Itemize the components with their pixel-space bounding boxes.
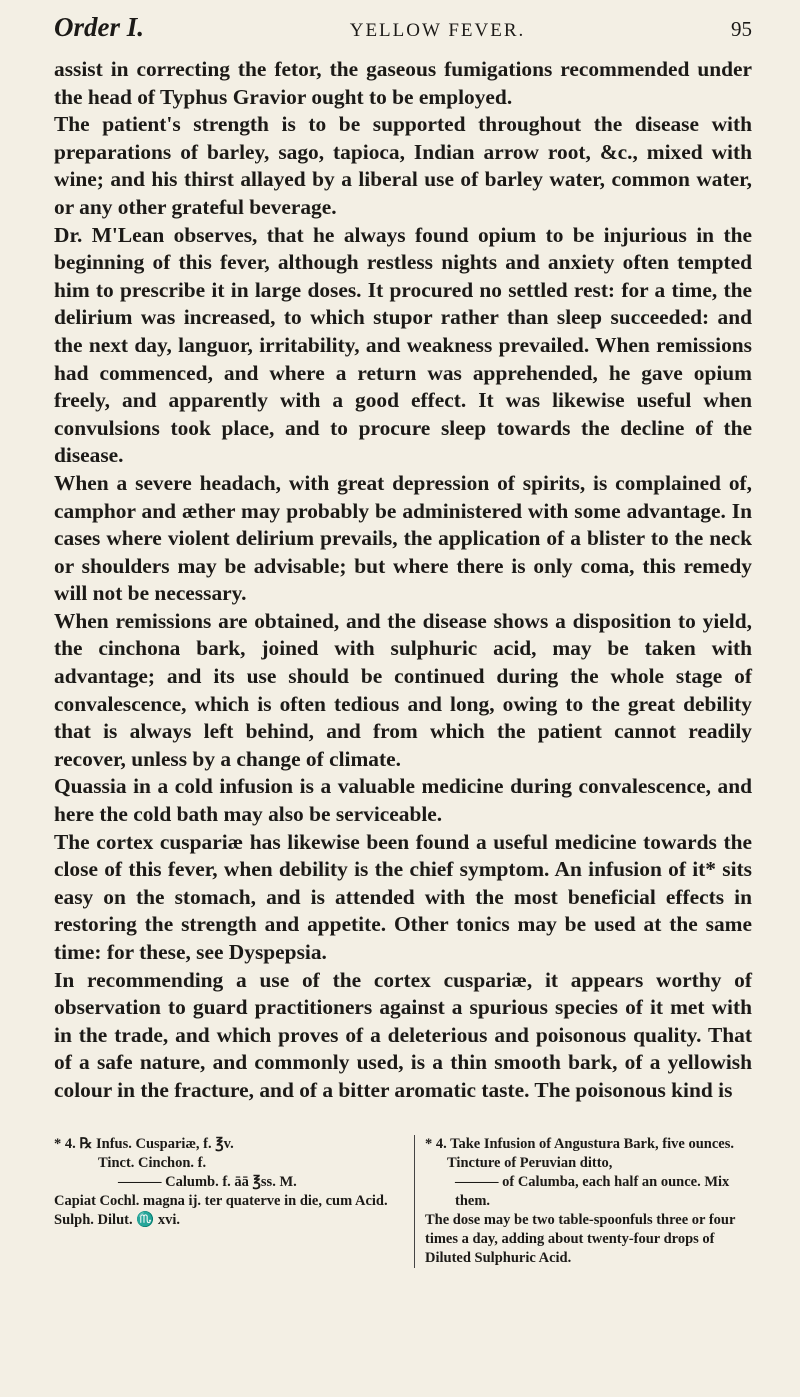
footnote-latin (54, 1135, 415, 1268)
paragraph: assist in correcting the fetor, the gaseous fumigations recommended under the head of Typhus Gravior ought to be employed. (54, 57, 752, 109)
paragraph: The cortex cuspariæ has likewise been found a useful medicine towards the close of this fever, when debility is the chief symptom. An infusion of it* sits easy on the stomach, and is attended with the most beneficial effects in restoring the strength and appetite. Other tonics may be used at the same time: for these, see Dyspepsia. (54, 829, 752, 964)
footnote-line: * 4. ℞ Infus. Cuspariæ, f. ℥v. (54, 1135, 234, 1152)
footnote-line: ——— of Calumba, each half an ounce. Mix them. (455, 1173, 730, 1209)
paragraph: The patient's strength is to be supported throughout the disease with preparations of barley, sago, tapioca, Indian arrow root, &c., mixed with wine; and his thirst allayed by a liberal use of barley water, common water, or any other grateful beverage. (54, 112, 752, 219)
paragraph: Quassia in a cold infusion is a valuable medicine during convalescence, and here the cold bath may also be serviceable. (54, 774, 752, 827)
running-header (54, 12, 752, 56)
footnote-line: Capiat Cochl. magna ij. ter quaterve in die, cum Acid. Sulph. Dilut. ♏ xvi. (54, 1192, 388, 1228)
paragraph: In recommending a use of the cortex cuspariæ, it appears worthy of observation to guard practitioners against a spurious species of it met with in the trade, and which proves of a deleterious and poisonous quality. That of a safe nature, and commonly used, is a thin smooth bark, of a yellowish colour in the fracture, and of a bitter aromatic taste. The poisonous kind is (54, 967, 752, 1102)
footnotes (54, 1135, 752, 1268)
footnote-english (415, 1135, 752, 1268)
paragraph: When remissions are obtained, and the disease shows a disposition to yield, the cinchona bark, joined with sulphuric acid, may be taken with advantage; and its use should be continued during the whole stage of convalescence, which is often tedious and long, owing to the great debility that is always left behind, and from which the patient cannot readily recover, unless by a change of climate. (54, 608, 752, 771)
footnote-line: ——— Calumb. f. āā ℥ss. M. (118, 1173, 297, 1190)
footnote-line: * 4. Take Infusion of Angustura Bark, five ounces. (425, 1135, 734, 1152)
paragraph: When a severe headach, with great depression of spirits, is complained of, camphor and æther may probably be administered with some advantage. In cases where violent delirium prevails, the application of a blister to the neck or shoulders may be advisable; but where there is only coma, this remedy will not be necessary. (54, 470, 752, 606)
page-number: 95 (730, 17, 752, 41)
main-text (54, 56, 752, 1105)
footnote-line: The dose may be two table-spoonfuls three or four times a day, adding about twenty-four drops of Diluted Sulphuric Acid. (425, 1211, 736, 1266)
footnote-line: Tincture of Peruvian ditto, (447, 1154, 613, 1171)
header-title: YELLOW FEVER. (349, 20, 526, 41)
footnote-line: Tinct. Cinchon. f. (98, 1154, 207, 1171)
header-order: Order I. (54, 12, 145, 42)
paragraph: Dr. M'Lean observes, that he always found opium to be injurious in the beginning of this fever, although restless nights and anxiety often tempted him to prescribe it in large doses. It procured no settled rest: for a time, the delirium was increased, to which stupor rather than sleep succeeded: and the next day, languor, irritability, and weakness prevailed. When remissions had commenced, and where a return was apprehended, he gave opium freely, and apparently with a good effect. It was likewise useful when convulsions took place, and to procure sleep towards the decline of the disease. (54, 222, 752, 468)
